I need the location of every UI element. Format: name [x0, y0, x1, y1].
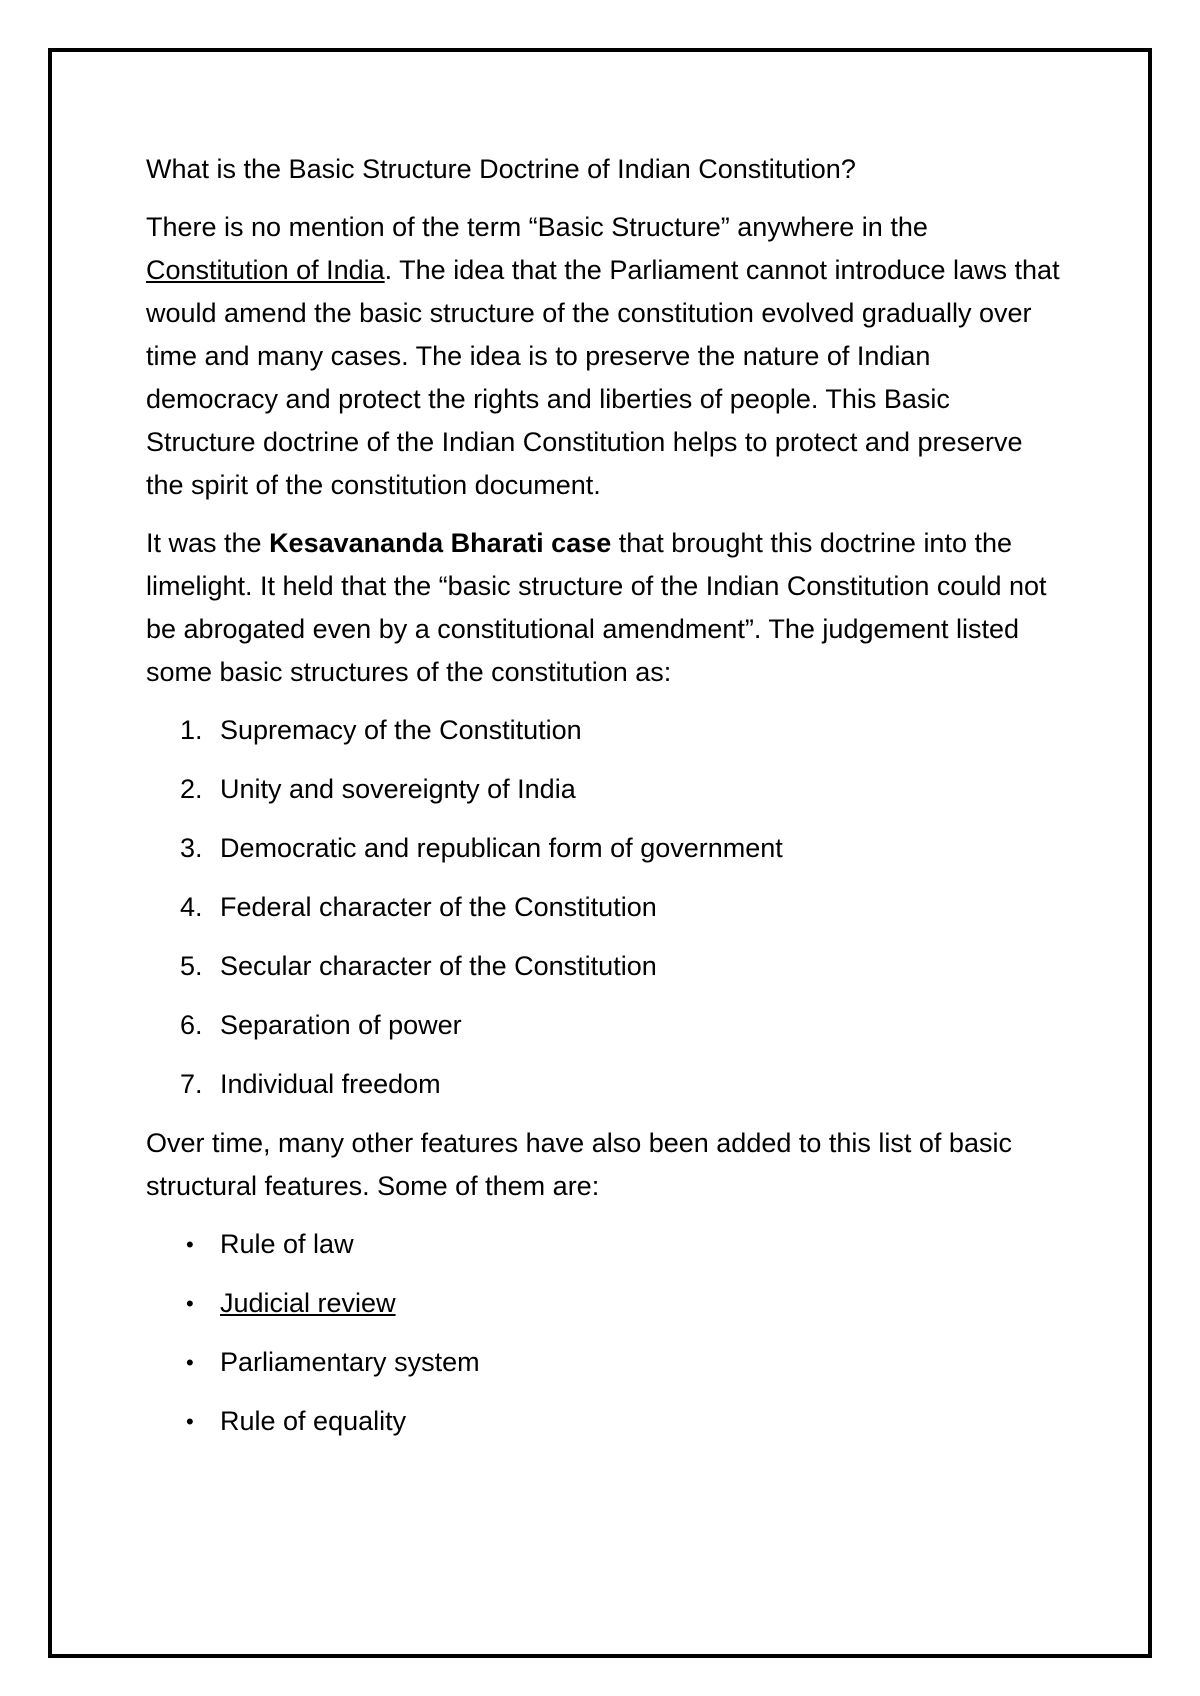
bullet-icon: • [186, 1232, 194, 1257]
basic-structures-list [146, 709, 1066, 1106]
bullet-icon: • [186, 1350, 194, 1375]
document-body [146, 148, 1066, 1459]
paragraph-kesavananda-text: that brought this doctrine into the limelight. It held that the “basic structure of the Indian Constitution could not be abrogated even by a constitutional amendment”. The judgement listed some basic structures of the constitution as: [146, 528, 1047, 687]
constitution-of-india-link[interactable]: Constitution of India [146, 255, 385, 285]
list-number: 1. [180, 715, 203, 745]
paragraph-additional-features: Over time, many other features have also been added to this list of basic structural features. Some of them are: [146, 1128, 1012, 1201]
list-item [146, 1223, 1066, 1266]
list-item-text: Democratic and republican form of government [220, 833, 783, 863]
list-item-text: Rule of equality [220, 1406, 407, 1436]
list-item-text: Separation of power [220, 1010, 462, 1040]
list-item [146, 1341, 1066, 1384]
document-heading: What is the Basic Structure Doctrine of Indian Constitution? [146, 154, 856, 184]
bullet-icon: • [186, 1291, 194, 1316]
paragraph-intro-text-continued: . The idea that the Parliament cannot introduce laws that would amend the basic structure of the constitution evolved gradually over time and many cases. The idea is to preserve the nature of Indian democracy and protect the rights and liberties of people. This Basic Structure doctrine of the Indian Constitution helps to protect and preserve the spirit of the constitution document. [146, 255, 1060, 500]
list-item-text: Unity and sovereignty of India [220, 774, 576, 804]
list-item [146, 768, 1066, 811]
list-number: 2. [180, 774, 203, 804]
paragraph-kesavananda-lead: It was the [146, 528, 270, 558]
list-item [146, 1063, 1066, 1106]
additional-features-list [146, 1223, 1066, 1443]
list-item [146, 1004, 1066, 1047]
list-item [146, 886, 1066, 929]
list-item [146, 945, 1066, 988]
paragraph-intro [146, 206, 1066, 507]
list-item-text: Parliamentary system [220, 1347, 480, 1377]
list-number: 4. [180, 892, 203, 922]
list-number: 7. [180, 1069, 203, 1099]
list-item [146, 827, 1066, 870]
kesavananda-case-bold: Kesavananda Bharati case [269, 528, 612, 558]
list-item-text: Supremacy of the Constitution [220, 715, 582, 745]
paragraph-kesavananda [146, 522, 1066, 694]
list-item-text: Individual freedom [220, 1069, 441, 1099]
list-item-text: Federal character of the Constitution [220, 892, 657, 922]
list-item [146, 1400, 1066, 1443]
list-number: 3. [180, 833, 203, 863]
list-item-text: Rule of law [220, 1229, 354, 1259]
paragraph-intro-text: There is no mention of the term “Basic Structure” anywhere in the [146, 212, 928, 242]
bullet-icon: • [186, 1409, 194, 1434]
list-item [146, 1282, 1066, 1325]
judicial-review-link[interactable]: Judicial review [220, 1288, 396, 1318]
list-number: 6. [180, 1010, 203, 1040]
list-number: 5. [180, 951, 203, 981]
list-item-text: Secular character of the Constitution [220, 951, 657, 981]
list-item [146, 709, 1066, 752]
